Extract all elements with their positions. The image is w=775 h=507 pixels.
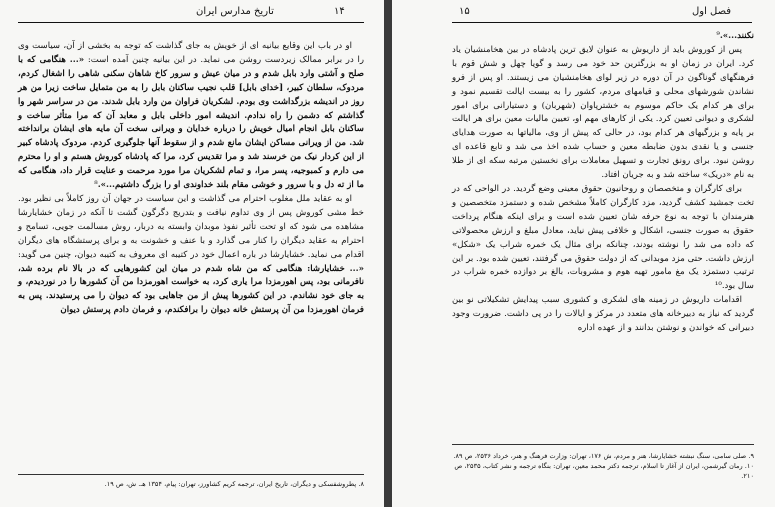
left-page-body: [18, 40, 364, 318]
footnote: ۸. پطروشفسکی و دیگران، تاریخ ایران، ترجمه کریم کشاورز، تهران: پیام، ۱۳۵۴ هـ. ش، ص ۱۹.: [104, 480, 364, 488]
quoted-inscription-text: نکنند...».: [719, 31, 754, 41]
left-running-head: تاریخ مدارس ایران: [196, 6, 274, 17]
left-footnotes: [18, 479, 364, 489]
right-running-head: فصل اول: [692, 6, 732, 17]
paragraph-text: برای کارگران و متخصصان و روحانیون حقوق معینی وضع گردید. در الواحی که در تخت جمشید کشف گردید، مزد کارگران کاملاً مشخص شده و دستمزد متخصصین و هنرمندان با توجه به نوع حرفه شان تعیین شده است و برای اینکه هنگام پرداخت حقوق به صورت جنسی، اشکال و خلافی پیش نیاید، معادل مبلغ و ارزش محصولاتی که داده می شد را نوشته بودند، چنانکه برای مثال یک خمره شراب یک «شکل» ارزش داشت. حتی مزد موبدانی که از دولت حقوق می گرفتند، تعیین شده بود. بر این ترتیب دستمزد یک مغ مامور تهیه هوم و مشروبات، بالغ بر دوازده خمره شراب در سال بود.: [452, 183, 754, 292]
paragraph-text: پس از کوروش باید از داریوش به عنوان لایق ترین پادشاه در بین هخامنشیان یاد کرد. ایران در زمان او به بزرگترین حد خود می رسد و گویا چهل و شش قوم با فرهنگهای گوناگون در آن دوره در زیر لوای هخامنشیان می زیستند. او پس از فرو نشاندن شورشهای محلی و قیامهای مردم، کشور را به بیست ایالت تقسیم نمود و برای هر کدام یک حاکم موسوم به خشترپاوان (شهربان) و دستیارانی برای امور لشکری و دیوانی تعیین کرد. یکی از کارهای مهم او، تعیین مالیات معین برای هر ایالت بر پایه و بزرگیهای هر کدام بود، در حالی که پیش از وی، مالیاتها به صورت هدایای جنسی و یا نقدی بدون ضابطه معین و حساب شده اخذ می شد و تابع قاعده ای روشن نبود. برای رونق تجارت و تسهیل معاملات برای نخستین مرتبه سکه ای از طلا به نام «دریک» ساخته شد و به جریان افتاد.: [452, 44, 754, 181]
paragraph-text: ¹⁰: [714, 281, 722, 292]
left-footnote-rule: [18, 474, 364, 475]
paragraph-text: او در باب این وقایع بیانیه ای از خویش به جای گذاشت که توجه به بخشی از آن، سیاست وی را در برابر ممالک زیردست روشن می نماید. در این بیانیه چنین آمده است:: [18, 41, 364, 65]
paragraph: [452, 30, 754, 44]
right-header-rule: [452, 22, 752, 23]
footnote: ۹. صلی سامی، سنگ نبشته خشایارشا، هنر و مردم، ش ۱۷۶، تهران: وزارت فرهنگ و هنر، خرداد ۲۵۳۶، ص ۸۹.: [453, 452, 754, 460]
right-page-number: ۱۵: [459, 6, 470, 17]
paragraph-text: او به عقاید ملل مغلوب احترام می گذاشت و این سیاست در جهان آن روز کاملاً بی نظیر بود. خط مشی کوروش پس از وی تداوم نیافت و بتدریج دگرگون گشت تا آنکه در زمان خشایارشا مشاهده می شود که او تحت تأثیر نفوذ موبدان وابسته به دربار، روش مسالمت جویی، تسامح و احترام به عقاید دیگران را کنار می گذارد و با عنف و خشونت به و برای پرستشگاه های دیگران اقدام می نماید. خشایارشا در باره اعمال خود در کتیبه ای معروف به کتیبه دیوان، چنین می گوید:: [18, 193, 364, 260]
left-header-rule: [18, 22, 364, 23]
right-page-body: [452, 30, 754, 336]
right-footnote-rule: [452, 444, 754, 445]
paragraph-text: ⁸: [94, 180, 98, 191]
paragraph: [452, 44, 754, 183]
left-page-number: ۱۴: [334, 6, 345, 17]
paragraph: [18, 40, 364, 193]
book-gutter: [384, 0, 392, 507]
footnote: ۱۰. رمان گیرشمن، ایران از آغاز تا اسلام، ترجمه دکتر محمد معین، تهران: بنگاه ترجمه و نشر کتاب، ۲۵۳۵، ص ۲۱۰.: [454, 462, 754, 480]
paragraph-text: اقدامات داریوش در زمینه های لشکری و کشوری سبب پیدایش تشکیلاتی نو بین گردید که نیاز به دبیرخانه های متعدد در مرکز و ایالات را در پی داشت. ضرورت وجود دبیرانی که خواندن و نوشتن بدانند و از عهده اداره: [452, 295, 754, 334]
paragraph-text: ⁹: [716, 31, 720, 41]
paragraph: [18, 193, 364, 318]
quoted-inscription-text: «... خشایارشا: هنگامی که من شاه شدم در میان این کشورهایی که در بالا نام برده شد، نافرمانی بود، پس اهورمزدا مرا یاری کرد، به خواست اهورمزدا من آن کشورها را در نوردیدم، و به جای خود نشاندم. در این کشورها پیش از من جاهایی بود که دیوان را می پرستیدند. پس به فرمان اهورمزدا من آن پرستش خانه دیوان را برافکندم، و فرمان دادم پرستش دیوان: [18, 263, 364, 316]
right-page: [392, 0, 775, 507]
left-page: [0, 0, 384, 507]
paragraph: [452, 183, 754, 294]
right-footnotes: [452, 451, 754, 481]
quoted-inscription-text: «... هنگامی که با صلح و آشتی وارد بابل شدم و در میان عیش و سرور کاخ شاهان سکنی شاهی را اشغال کردم، مردوک، سلطان کبیر، [خدای بابل] قلب نجیب ساکنان بابل را به من متمایل ساخت زیرا من هر روز در اندیشه بزرگداشت وی بودم. لشکریان فراوان من وارد بابل شدند. من در سراسر شهر وا گذاشتم که دشمن را راه ندادم. اندیشه امور داخلی بابل و معابد آن که مرا متأثر ساخت و ساکنان بابل انجام امیال خویش را درباره خدایان و ویرانی سخت آن مایه های ایشان برانداخته شد. من از ویرانی مساکن ایشان مانع شدم و از سقوط آنها جلوگیری کردم. مردوک پادشاه کبیر از این کردار نیک من خرسند شد و مرا تقدیس کرد، مرا که پادشاه کوروش هستم و او را محترم می دارم و کمبوجیه، پسر مرا، و تمام لشکریان مرا مورد مرحمت و عنایت قرار داد، هنگامی که ما از ته دل و با سرور و خوشی مقام بلند خداوندی او را بزرگ داشتیم...».: [18, 54, 364, 191]
paragraph: [452, 294, 754, 336]
